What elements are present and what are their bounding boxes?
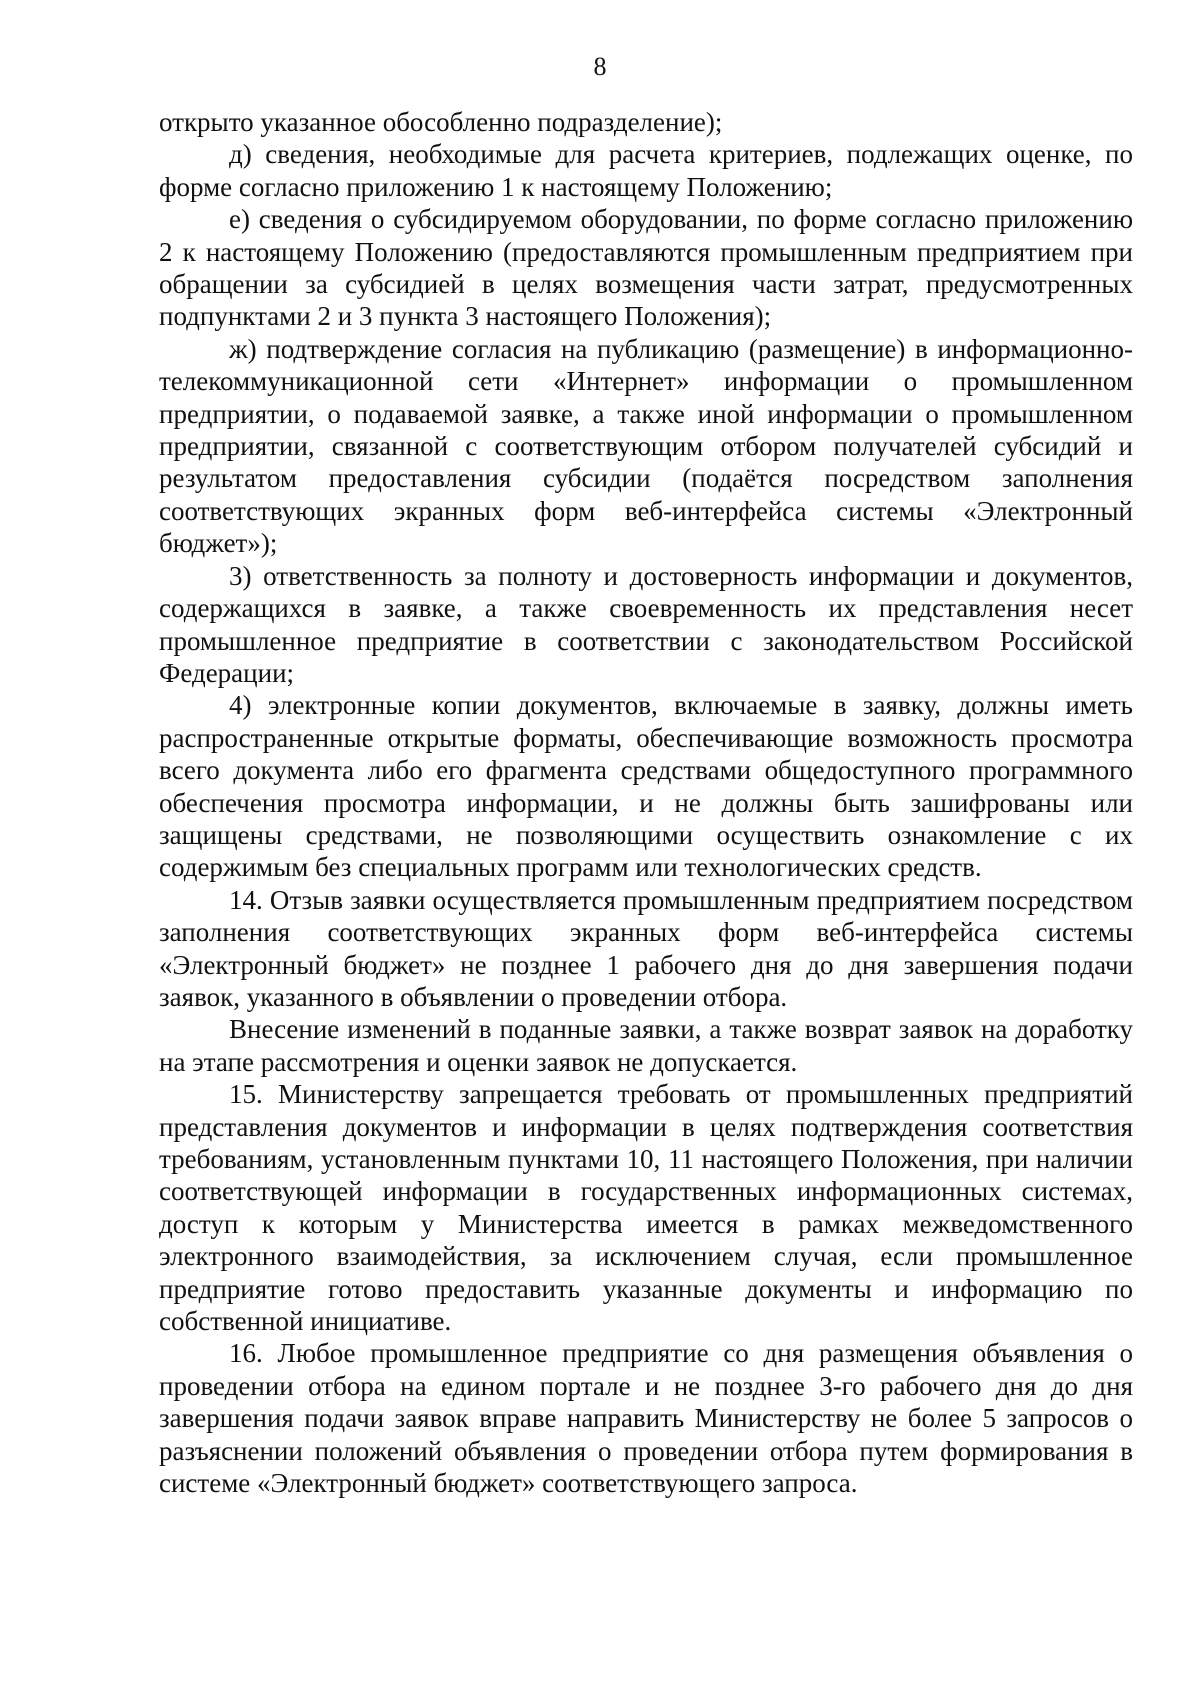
paragraph-item-4: 4) электронные копии документов, включаемые в заявку, должны иметь распространенные открытые форматы, обеспечивающие возможность просмотра всего документа либо его фрагмента средствами общедоступного программного обеспечения просмотра информации, и не должны быть зашифрованы или защищены средствами, не позволяющими осуществить ознакомление с их содержимым без специальных программ или технологических средств.	[159, 690, 1133, 883]
paragraph-clause-14: 14. Отзыв заявки осуществляется промышленным предприятием посредством заполнения соответствующих экранных форм веб-интерфейса системы «Электронный бюджет» не позднее 1 рабочего дня до дня завершения подачи заявок, указанного в объявлении о проведении отбора.	[159, 884, 1133, 1012]
paragraph-clause-14-note: Внесение изменений в поданные заявки, а также возврат заявок на доработку на этапе рассмотрения и оценки заявок не допускается.	[159, 1014, 1133, 1077]
paragraph-clause-16: 16. Любое промышленное предприятие со дня размещения объявления о проведении отбора на едином портале и не позднее 3-го рабочего дня до дня завершения подачи заявок вправе направить Министерству не более 5 запросов о разъяснении положений объявления о проведении отбора путем формирования в системе «Электронный бюджет» соответствующего запроса.	[159, 1338, 1133, 1499]
paragraph-item-d: д) сведения, необходимые для расчета критериев, подлежащих оценке, по форме согласно приложению 1 к настоящему Положению;	[159, 139, 1133, 202]
paragraph-clause-15: 15. Министерству запрещается требовать от промышленных предприятий представления документов и информации в целях подтверждения соответствия требованиям, установленным пунктами 10, 11 настоящего Положения, при наличии соответствующей информации в государственных информационных системах, доступ к которым у Министерства имеется в рамках межведомственного электронного взаимодействия, за исключением случая, если промышленное предприятие готово предоставить указанные документы и информацию по собственной инициативе.	[159, 1079, 1133, 1337]
page-number: 8	[593, 52, 607, 81]
document-body	[159, 106, 1133, 1499]
paragraph-item-3: 3) ответственность за полноту и достоверность информации и документов, содержащихся в заявке, а также своевременность их представления несет промышленное предприятие в соответствии с законодательством Российской Федерации;	[159, 560, 1133, 688]
paragraph-item-zh: ж) подтверждение согласия на публикацию (размещение) в информационно-телекоммуникационной сети «Интернет» информации о промышленном предприятии, о подаваемой заявке, а также иной информации о промышленном предприятии, связанной с соответствующим отбором получателей субсидий и результатом предоставления субсидии (подаётся посредством заполнения соответствующих экранных форм веб-интерфейса системы «Электронный бюджет»);	[159, 333, 1133, 559]
paragraph-continuation: открыто указанное обособленно подразделение);	[159, 107, 723, 137]
paragraph-item-e: е) сведения о субсидируемом оборудовании, по форме согласно приложению 2 к настоящему Положению (предоставляются промышленным предприятием при обращении за субсидией в целях возмещения части затрат, предусмотренных подпунктами 2 и 3 пункта 3 настоящего Положения);	[159, 204, 1133, 332]
